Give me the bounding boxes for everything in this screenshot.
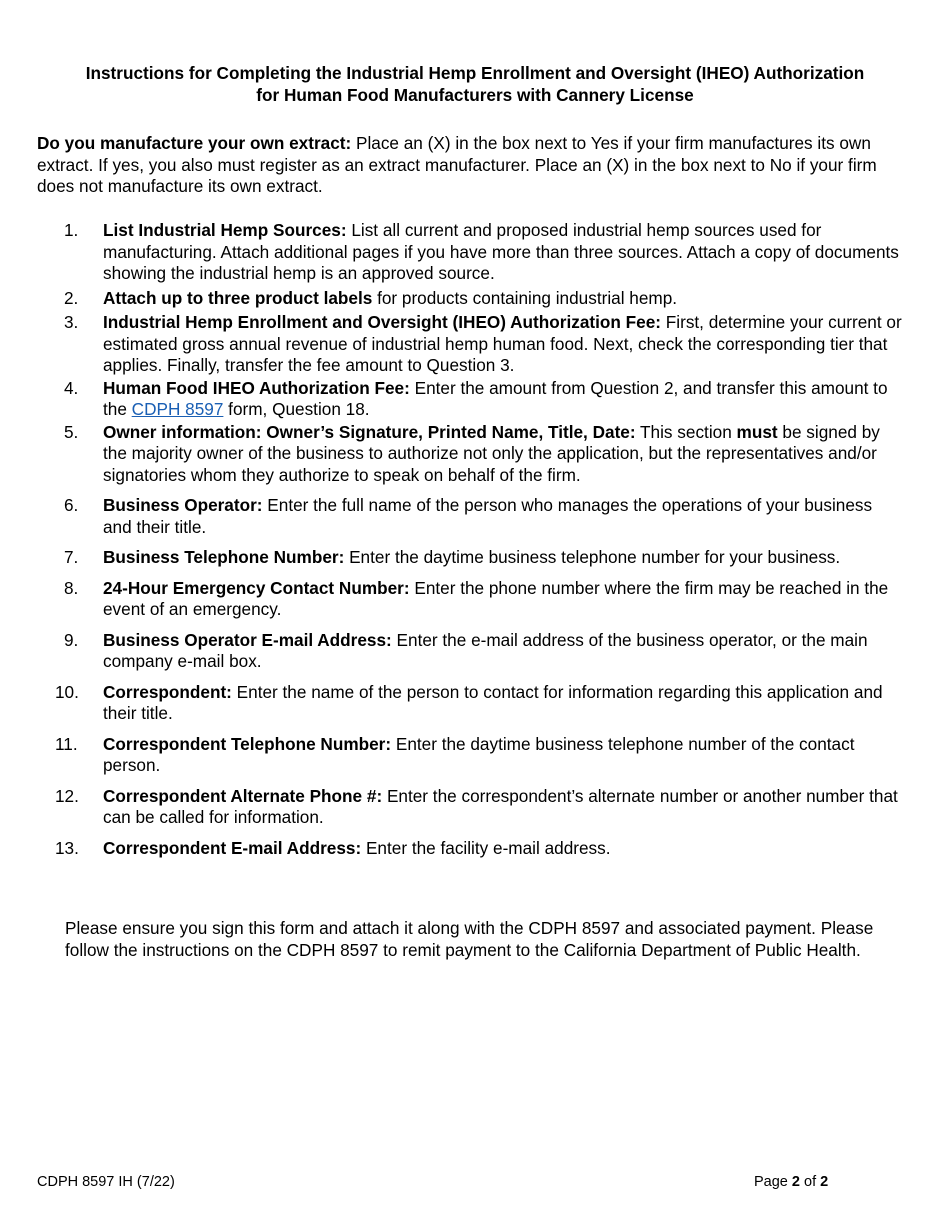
page-title-line-1: Instructions for Completing the Industrial Hemp Enrollment and Oversight (IHEO) Authorization [85, 63, 865, 83]
item-number: 1. [64, 220, 79, 240]
intro-text: Place an (X) in the box next to Yes if your firm manufactures its own extract. If yes, you also must register as an extract manufacturer. Place an (X) in the box next to No if your firm does not manufacture its own extract. [37, 133, 877, 196]
item-label: Correspondent Alternate Phone #: [103, 785, 383, 806]
item-label: List Industrial Hemp Sources: [103, 220, 347, 240]
instruction-item-11 [55, 733, 904, 777]
form-id: CDPH 8597 IH (7/22) [37, 1174, 175, 1190]
page-title-line-2: for Human Food Manufacturers with Cannery License [256, 84, 694, 105]
item-number: 11. [55, 733, 78, 754]
instruction-item-5 [64, 422, 904, 487]
page-title [36, 63, 914, 106]
item-number: 6. [64, 495, 79, 515]
item-text: Enter the name of the person to contact for information regarding this application and their title. [103, 681, 883, 723]
item-text: Enter the facility e-mail address. [361, 837, 611, 858]
item-text: Enter the daytime business telephone number of the contact person. [103, 733, 855, 775]
item-text: First, determine your current or estimated gross annual revenue of industrial hemp human food. Next, check the corresponding tier that applies. Finally, transfer the fee amount to Question 3. [103, 312, 902, 375]
item-text: Enter the e-mail address of the business operator, or the main company e-mail box. [103, 629, 868, 671]
instruction-item-8 [64, 578, 904, 621]
item-text: Enter the amount from Question 2, and transfer this amount to the [103, 377, 888, 419]
item-text: Enter the full name of the person who manages the operations of your business and their title. [103, 495, 873, 537]
instruction-item-1 [64, 220, 904, 285]
item-text-after: be signed by the majority owner of the business to authorize not only the application, but the representatives and/or signatories whom they authorize to speak on behalf of the firm. [103, 421, 880, 485]
instruction-item-12 [55, 785, 904, 829]
instruction-item-6 [64, 495, 904, 538]
intro-label: Do you manufacture your own extract: [37, 133, 352, 153]
page-of: of [799, 1174, 821, 1190]
item-label: Correspondent: [103, 681, 232, 702]
instruction-item-13 [55, 837, 904, 860]
item-text: Enter the correspondent’s alternate number or another number that can be called for information. [103, 785, 898, 827]
closing-paragraph: Please ensure you sign this form and attach it along with the CDPH 8597 and associated payment. Please follow the instructions on the CDPH 8597 to remit payment to the California Department of Public Health. [65, 918, 874, 960]
item-label: Owner information: Owner’s Signature, Printed Name, Title, Date: [103, 421, 636, 442]
page-total: 2 [820, 1174, 829, 1190]
instruction-item-7 [64, 547, 904, 569]
item-label: Human Food IHEO Authorization Fee: [103, 377, 410, 398]
item-number: 13. [55, 837, 79, 858]
item-text: Enter the phone number where the firm may be reached in the event of an emergency. [103, 577, 889, 619]
item-label: Correspondent E-mail Address: [103, 837, 362, 858]
instruction-list [55, 220, 904, 859]
item-label: Business Operator E-mail Address: [103, 629, 392, 650]
cdph-8597-link[interactable]: CDPH 8597 [131, 399, 224, 419]
item-label: Correspondent Telephone Number: [103, 733, 392, 754]
item-text: for products containing industrial hemp. [372, 287, 678, 308]
item-number: 2. [64, 287, 79, 308]
item-emphasis: must [736, 421, 778, 442]
item-text: List all current and proposed industrial hemp sources used for manufacturing. Attach additional pages if you have more than three sources. Attach a copy of documents showing the industrial hemp is an approved source. [103, 220, 899, 283]
instruction-item-4 [64, 378, 904, 421]
item-label: Attach up to three product labels [103, 287, 373, 308]
item-number: 8. [64, 577, 79, 598]
item-label: Business Telephone Number: [103, 547, 345, 567]
instruction-item-2 [64, 288, 904, 310]
instruction-item-10 [55, 681, 904, 725]
item-text-after: form, Question 18. [223, 399, 370, 419]
page-prefix: Page [754, 1174, 792, 1190]
item-number: 7. [64, 547, 79, 567]
page-current: 2 [791, 1174, 800, 1190]
item-label: Business Operator: [103, 495, 263, 515]
item-text: Enter the daytime business telephone number for your business. [344, 547, 841, 567]
intro-paragraph [37, 133, 917, 198]
item-number: 4. [64, 377, 79, 398]
item-label: Industrial Hemp Enrollment and Oversight (IHEO) Authorization Fee: [103, 312, 661, 332]
item-number: 10. [55, 681, 79, 702]
item-label: 24-Hour Emergency Contact Number: [103, 577, 410, 598]
item-number: 9. [64, 629, 79, 650]
item-number: 12. [55, 785, 79, 806]
instruction-item-3 [64, 312, 904, 377]
item-text: This section [635, 421, 737, 442]
item-number: 3. [64, 312, 79, 332]
page-number [754, 1173, 828, 1191]
item-number: 5. [64, 421, 79, 442]
instruction-item-9 [64, 630, 904, 673]
